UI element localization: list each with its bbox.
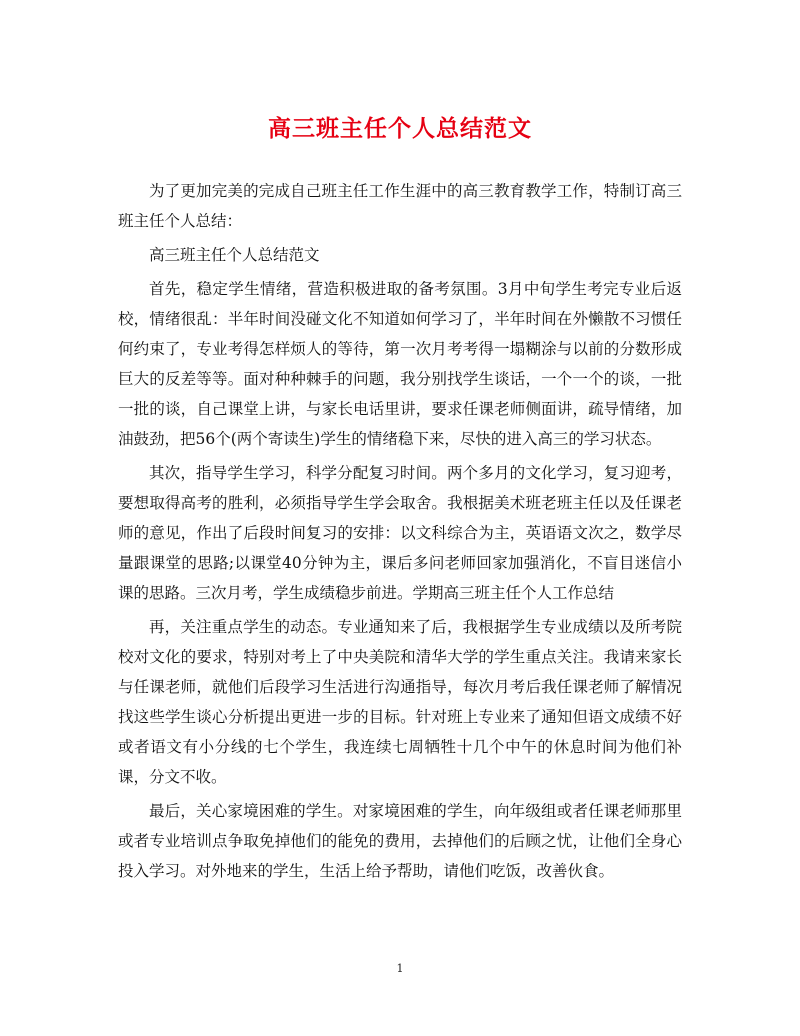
page-number: 1 xyxy=(396,962,404,975)
document-title: 高三班主任个人总结范文 xyxy=(268,115,532,142)
paragraph-intro: 为了更加完美的完成自己班主任工作生涯中的高三教育教学工作，特制订高三班主任个人总结： xyxy=(118,182,682,230)
paragraph-first: 首先，稳定学生情绪，营造积极进取的备考氛围。3月中旬学生考完专业后返校，情绪很乱：半年时间没碰文化不知道如何学习了，半年时间在外懒散不习惯任何约束了，专业考得怎样烦人的等待，第一次月考考得一塌糊涂与以前的分数形成巨大的反差等等。面对种种棘手的问题，我分别找学生谈话，一个一个的谈，一批一批的谈，自己课堂上讲，与家长电话里讲，要求任课老师侧面讲，疏导情绪，加油鼓劲，把56个(两个寄读生)学生的情绪稳下来，尽快的进入高三的学习状态。 xyxy=(118,280,682,448)
paragraph-third: 再，关注重点学生的动态。专业通知来了后，我根据学生专业成绩以及所考院校对文化的要求，特别对考上了中央美院和清华大学的学生重点关注。我请来家长与任课老师，就他们后段学习生活进行沟通指导，每次月考后我任课老师了解情况找这些学生谈心分析提出更进一步的目标。针对班上专业来了通知但语文成绩不好或者语文有小分线的七个学生，我连续七周牺牲十几个中午的休息时间为他们补课，分文不收。 xyxy=(118,618,682,786)
paragraph-second: 其次，指导学生学习，科学分配复习时间。两个多月的文化学习，复习迎考，要想取得高考的胜利，必须指导学生学会取舍。我根据美术班老班主任以及任课老师的意见，作出了后段时间复习的安排：以文科综合为主，英语语文次之，数学尽量跟课堂的思路;以课堂40分钟为主，课后多问老师回家加强消化，不盲目迷信小课的思路。三次月考，学生成绩稳步前进。学期高三班主任个人工作总结 xyxy=(118,464,682,602)
document-body xyxy=(118,176,682,890)
paragraph-subtitle: 高三班主任个人总结范文 xyxy=(149,246,320,264)
paragraph-last: 最后，关心家境困难的学生。对家境困难的学生，向年级组或者任课老师那里或者专业培训点争取免掉他们的能免的费用，去掉他们的后顾之忧，让他们全身心投入学习。对外地来的学生，生活上给予帮助，请他们吃饭，改善伙食。 xyxy=(118,802,682,880)
